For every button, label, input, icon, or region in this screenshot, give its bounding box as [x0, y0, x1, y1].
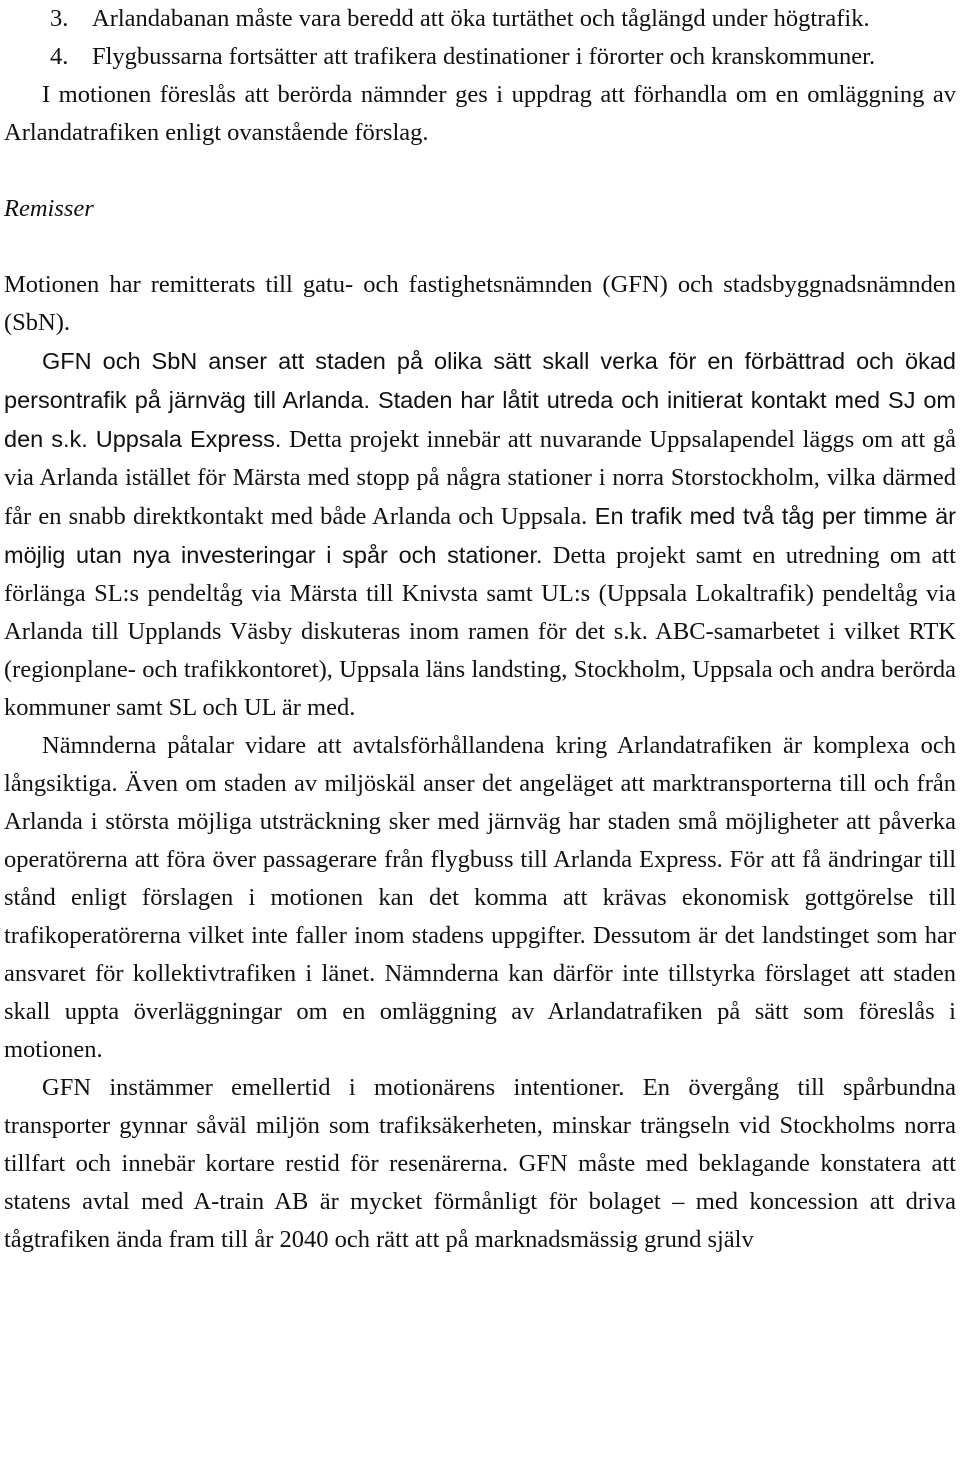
list-text: Arlandabanan måste vara beredd att öka turtäthet och tåglängd under högtrafik. [92, 5, 870, 32]
paragraph-segment: Detta projekt samt en utredning om att förlänga SL:s pendeltåg via Märsta till Knivsta samt UL:s (Uppsala Lokaltrafik) pendeltåg via Arlanda till Upplands Väsby diskuteras inom ramen för det s.k. ABC-samarbetet i vilket RTK (regionplane- och trafikkontoret), Uppsala läns landsting, Stockholm, Uppsala och andra berörda kommuner samt SL och UL är med. [4, 542, 956, 721]
intro-paragraph: I motionen föreslås att berörda nämnder ges i uppdrag att förhandla om en omläggning av Arlandatrafiken enligt ovanstående förslag. [4, 81, 956, 146]
paragraph-segment: En trafik med två tåg per timme är möjlig utan nya investeringar i spår och stationer. [4, 503, 956, 568]
list-item [4, 38, 956, 76]
list-item [4, 0, 956, 38]
recommendation-list [4, 0, 956, 76]
paragraph-segment: GFN och SbN anser att staden på olika sätt skall verka för en förbättrad och ökad persontrafik på järnväg till Arlanda. Staden har låtit utreda och initierat kontakt med SJ om den s.k. Uppsala Express. [4, 348, 956, 452]
remiss-paragraph: Motionen har remitterats till gatu- och fastighetsnämnden (GFN) och stadsbyggnadsnämnden (SbN). [4, 271, 956, 336]
section-heading: Remisser [4, 195, 94, 222]
list-number: 3. [50, 5, 69, 32]
list-text: Flygbussarna fortsätter att trafikera destinationer i förorter och kranskommuner. [92, 43, 876, 70]
paragraph-segment: Detta projekt innebär att nuvarande Uppsalapendel läggs om att gå via Arlanda istället för Märsta med stopp på några stationer i norra Storstockholm, vilka därmed får en snabb direktkontakt med både Arlanda och Uppsala. [4, 426, 956, 530]
gfn-paragraph: GFN instämmer emellertid i motionärens intentioner. En övergång till spårbundna transporter gynnar såväl miljön som trafiksäkerheten, minskar trängseln vid Stockholms norra tillfart och innebär kortare restid för resenärerna. GFN måste med beklagande konstatera att statens avtal med A-train AB är mycket förmånligt för bolaget – med koncession att driva tågtrafiken ända fram till år 2040 och rätt att på marknadsmässig grund själv [4, 1074, 956, 1253]
gfn-sbn-paragraph [4, 342, 956, 727]
committees-paragraph: Nämnderna påtalar vidare att avtalsförhållandena kring Arlandatrafiken är komplexa och långsiktiga. Även om staden av miljöskäl anser det angeläget att marktransporterna till och från Arlanda i största möjliga utsträckning sker med järnväg har staden små möjligheter att påverka operatörerna att föra över passagerare från flygbuss till Arlanda Express. För att få ändringar till stånd enligt förslagen i motionen kan det komma att krävas ekonomisk gottgörelse till trafikoperatörerna vilket inte faller inom stadens uppgifter. Dessutom är det landstinget som har ansvaret för kollektivtrafiken i länet. Nämnderna kan därför inte tillstyrka förslaget att staden skall uppta överläggningar om en omläggning av Arlandatrafiken på sätt som föreslås i motionen. [4, 732, 956, 1063]
list-number: 4. [50, 43, 69, 70]
